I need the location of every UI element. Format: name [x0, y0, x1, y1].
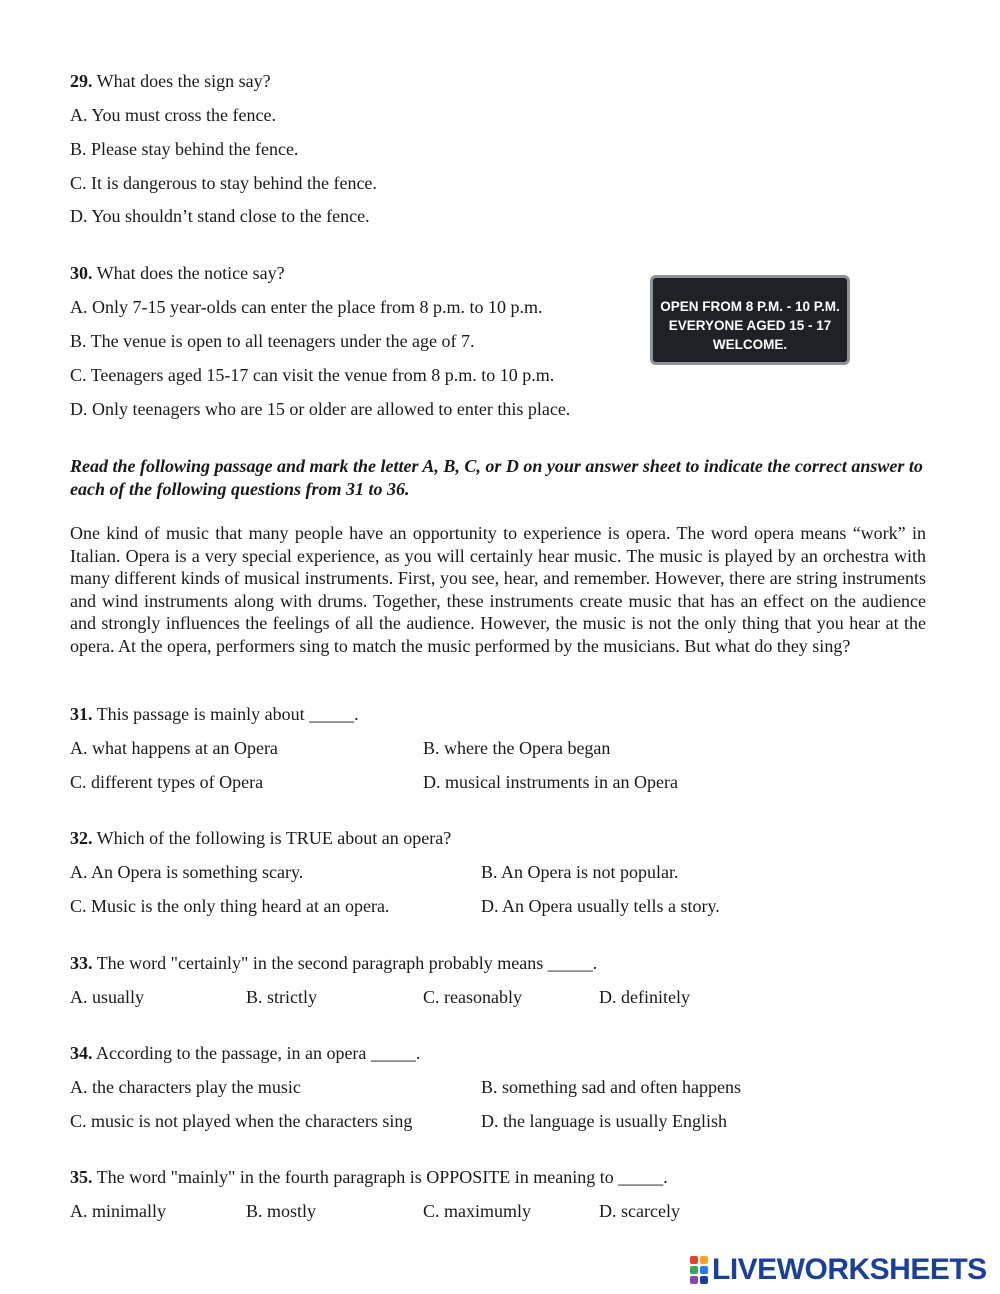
- q35-option-c[interactable]: C. maximumly: [423, 1201, 531, 1221]
- question-number: 34.: [70, 1043, 93, 1063]
- q29-option-a[interactable]: A. You must cross the fence.: [70, 105, 276, 125]
- q34-option-c[interactable]: C. music is not played when the characters sing: [70, 1111, 413, 1131]
- q34-option-a[interactable]: A. the characters play the music: [70, 1077, 301, 1097]
- question-34: [70, 1042, 420, 1064]
- liveworksheets-logo-icon: [690, 1256, 708, 1284]
- q30-option-c[interactable]: C. Teenagers aged 15-17 can visit the venue from 8 p.m. to 10 p.m.: [70, 365, 555, 385]
- reading-instructions: Read the following passage and mark the letter A, B, C, or D on your answer sheet to indicate the correct answer to each of the following questions from 31 to 36.: [70, 456, 923, 499]
- question-33: [70, 952, 597, 974]
- question-35: [70, 1166, 668, 1188]
- q31-option-c[interactable]: C. different types of Opera: [70, 772, 264, 792]
- q30-option-a[interactable]: A. Only 7-15 year-olds can enter the place from 8 p.m. to 10 p.m.: [70, 297, 543, 317]
- question-text: This passage is mainly about _____.: [92, 704, 359, 724]
- q29-option-c[interactable]: C. It is dangerous to stay behind the fence.: [70, 173, 377, 193]
- sign-line-2: EVERYONE AGED 15 - 17: [668, 318, 832, 333]
- question-number: 33.: [70, 953, 93, 973]
- question-text: The word "mainly" in the fourth paragraph is OPPOSITE in meaning to _____.: [92, 1167, 668, 1187]
- question-number: 31.: [70, 704, 93, 724]
- q33-option-a[interactable]: A. usually: [70, 987, 144, 1007]
- q33-option-d[interactable]: D. definitely: [599, 987, 690, 1007]
- q35-option-a[interactable]: A. minimally: [70, 1201, 166, 1221]
- q33-option-b[interactable]: B. strictly: [246, 987, 317, 1007]
- question-number: 32.: [70, 828, 93, 848]
- question-text: What does the sign say?: [92, 71, 271, 91]
- q32-option-a[interactable]: A. An Opera is something scary.: [70, 862, 304, 882]
- q30-option-d[interactable]: D. Only teenagers who are 15 or older are allowed to enter this place.: [70, 399, 571, 419]
- sign-line-3: WELCOME.: [712, 337, 788, 352]
- question-number: 30.: [70, 263, 93, 283]
- reading-passage: One kind of music that many people have an opportunity to experience is opera. The word opera means “work” in Italian. Opera is a very special experience, as you will certainly hear music. The music is played by an orchestra with many different kinds of musical instruments. First, you see, hear, and remember. However, there are string instruments and wind instruments along with drums. Together, these instruments create music that has an effect on the audience and strongly influences the feelings of all the audience. However, the music is not the only thing that you hear at the opera. At the opera, performers sing to match the music performed by the musicians. But what do they sing?: [70, 523, 926, 656]
- q29-option-d[interactable]: D. You shouldn’t stand close to the fence.: [70, 206, 370, 226]
- logo-text: LIVEWORKSHEETS: [712, 1253, 987, 1286]
- question-number: 29.: [70, 71, 93, 91]
- q32-option-d[interactable]: D. An Opera usually tells a story.: [481, 896, 720, 916]
- question-30: [70, 262, 285, 284]
- q31-option-b[interactable]: B. where the Opera began: [423, 738, 611, 758]
- question-number: 35.: [70, 1167, 93, 1187]
- q35-option-d[interactable]: D. scarcely: [599, 1201, 680, 1221]
- question-31: [70, 703, 359, 725]
- question-text: According to the passage, in an opera _____.: [92, 1043, 421, 1063]
- q31-option-d[interactable]: D. musical instruments in an Opera: [423, 772, 678, 792]
- notice-sign-image: [650, 275, 850, 365]
- question-32: [70, 827, 451, 849]
- question-text: The word "certainly" in the second paragraph probably means _____.: [92, 953, 598, 973]
- q29-option-b[interactable]: B. Please stay behind the fence.: [70, 139, 299, 159]
- q32-option-b[interactable]: B. An Opera is not popular.: [481, 862, 679, 882]
- q34-option-d[interactable]: D. the language is usually English: [481, 1111, 727, 1131]
- question-text: What does the notice say?: [92, 263, 285, 283]
- liveworksheets-logo[interactable]: [690, 1254, 987, 1286]
- q31-option-a[interactable]: A. what happens at an Opera: [70, 738, 278, 758]
- q35-option-b[interactable]: B. mostly: [246, 1201, 317, 1221]
- question-text: Which of the following is TRUE about an opera?: [92, 828, 452, 848]
- q32-option-c[interactable]: C. Music is the only thing heard at an opera.: [70, 896, 390, 916]
- q33-option-c[interactable]: C. reasonably: [423, 987, 522, 1007]
- question-29: [70, 70, 271, 92]
- q34-option-b[interactable]: B. something sad and often happens: [481, 1077, 741, 1097]
- q30-option-b[interactable]: B. The venue is open to all teenagers under the age of 7.: [70, 331, 475, 351]
- sign-line-1: OPEN FROM 8 P.M. - 10 P.M.: [660, 299, 840, 314]
